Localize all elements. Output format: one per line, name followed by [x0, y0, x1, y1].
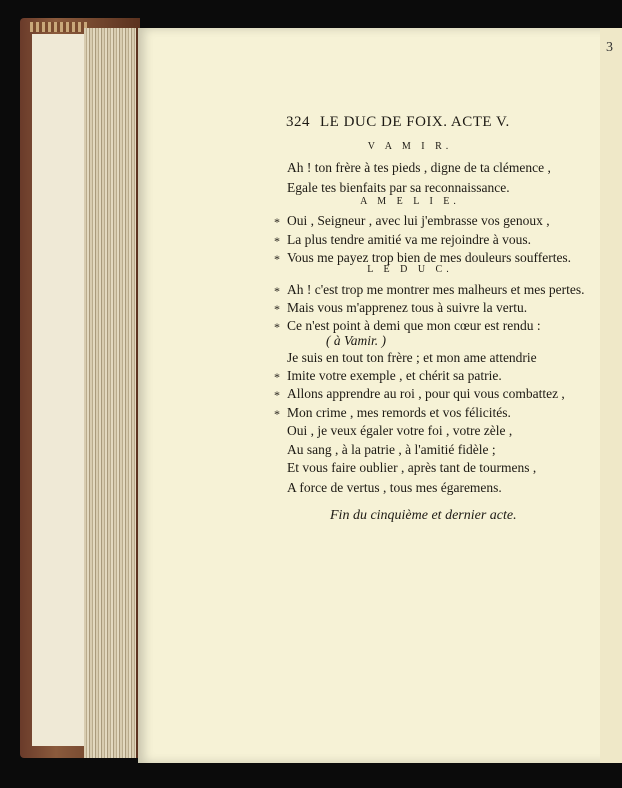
verse-line: La plus tendre amitié va me rejoindre à vous. — [287, 232, 532, 247]
page-number: 324 — [286, 114, 310, 130]
margin-asterisk: * — [274, 320, 280, 334]
verse-line: Oui , Seigneur , avec lui j'embrasse vos genoux , — [287, 213, 550, 228]
verse-line: Allons apprendre au roi , pour qui vous combattez , — [287, 386, 565, 401]
endpaper — [32, 34, 84, 746]
verse-line: Je suis en tout ton frère ; et mon ame attendrie — [287, 350, 537, 365]
closing-line: Fin du cinquième et dernier acte. — [330, 508, 517, 523]
verse-line: Au sang , à la patrie , à l'amitié fidèle ; — [287, 442, 496, 457]
margin-asterisk: * — [274, 284, 280, 298]
margin-asterisk: * — [274, 370, 280, 384]
verse-line: Oui , je veux égaler votre foi , votre zèle , — [287, 423, 513, 438]
verse-line: Ah ! c'est trop me montrer mes malheurs et mes pertes. — [287, 282, 585, 297]
margin-asterisk: * — [274, 388, 280, 402]
stage-direction: ( à Vamir. ) — [326, 333, 386, 348]
edge-mark: 3 — [606, 40, 613, 55]
verse-line: A force de vertus , tous mes égaremens. — [287, 480, 502, 495]
speaker-name: A M E L I E. — [360, 196, 460, 207]
verse-line: Et vous faire oublier , après tant de tourmens , — [287, 460, 537, 475]
verse-line: Mais vous m'apprenez tous à suivre la vertu. — [287, 300, 528, 315]
verse-line: Ce n'est point à demi que mon cœur est rendu : — [287, 318, 541, 333]
running-title: LE DUC DE FOIX. ACTE V. — [320, 114, 510, 130]
page-edges — [84, 28, 136, 758]
speaker-name: L E D U C. — [367, 264, 453, 275]
verse-line: Ah ! ton frère à tes pieds , digne de ta clémence , — [287, 160, 551, 175]
margin-asterisk: * — [274, 302, 280, 316]
cover-ornament — [30, 22, 90, 32]
speaker-name: V A M I R. — [367, 141, 453, 152]
page-header — [286, 114, 510, 131]
margin-asterisk: * — [274, 215, 280, 229]
verse-line: Egale tes bienfaits par sa reconnaissance. — [287, 180, 510, 195]
next-page-edge — [600, 28, 622, 763]
verse-line: Mon crime , mes remords et vos félicités. — [287, 405, 511, 420]
verse-line: Imite votre exemple , et chérit sa patrie. — [287, 368, 502, 383]
margin-asterisk: * — [274, 234, 280, 248]
margin-asterisk: * — [274, 252, 280, 266]
margin-asterisk: * — [274, 407, 280, 421]
verse-line: Vous me payez trop bien de mes douleurs souffertes. — [287, 250, 572, 265]
